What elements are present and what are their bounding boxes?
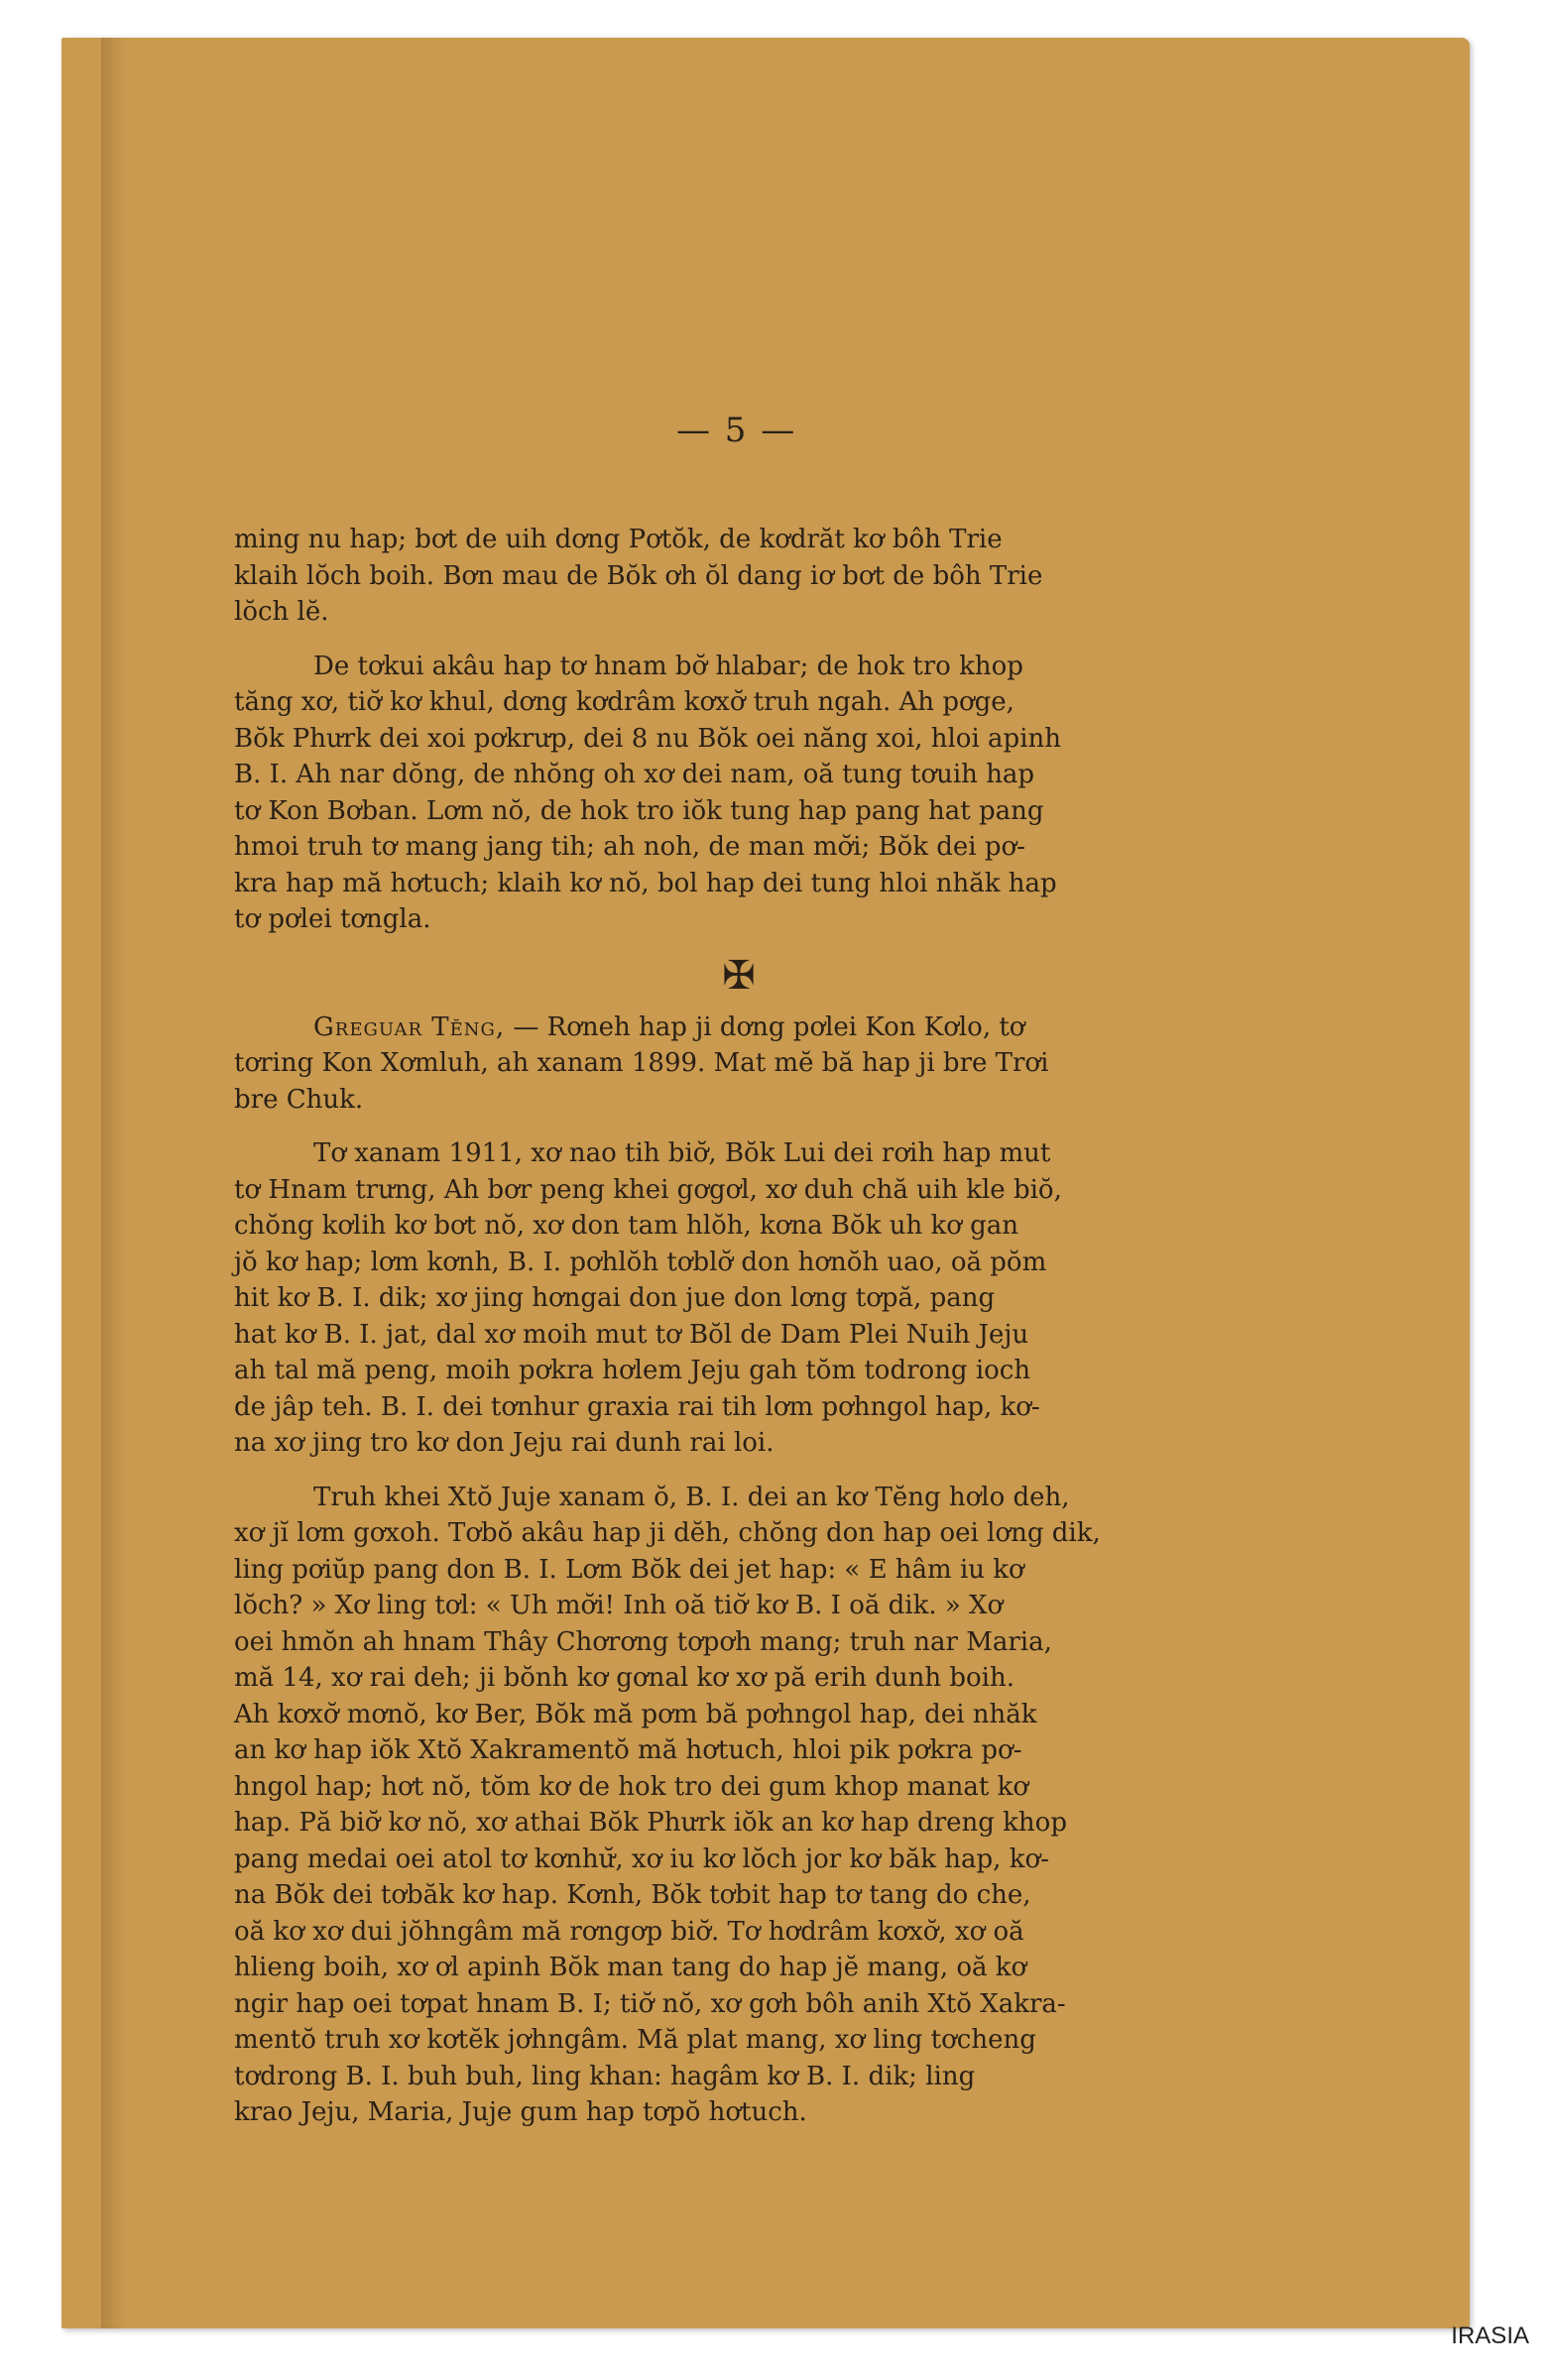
page-number: — 5 —	[676, 411, 797, 450]
paragraph-2: De tơkui akâu hap tơ hnam bơ̆ hlabar; de hok tro khop tăng xơ, tiơ̆ kơ khul, dơng kơdrâm kơxơ̆ truh ngah. Ah pơge, Bŏk Phưrk dei xoi pơkrưp, dei 8 nu Bŏk oei năng xoi, hloi apinh B. I. Ah nar dŏng, de nhŏng oh xơ dei nam, oă tung tơuih hap tơ Kon Bơban. Lơm nŏ, de hok tro iŏk tung hap pang hat pang hmoi truh tơ mang jang tih; ah noh, de man mơ̆i; Bŏk dei pơ- kra hap mă hơtuch; klaih kơ nŏ, bol hap dei tung hloi nhăk hap tơ pơlei tơngla.	[234, 651, 1061, 934]
paragraph-3-text: — Rơneh hap ji dơng pơlei Kon Kơlo, tơ tơring Kon Xơmluh, ah xanam 1899. Mat mĕ bă hap ji bre Trơi bre Chuk.	[234, 1012, 1049, 1115]
document-page	[61, 38, 1470, 2328]
paragraph-5: Truh khei Xtŏ Juje xanam ŏ, B. I. dei an kơ Tĕng hơlo deh, xơ jĭ lơm gơxoh. Tơbŏ akâu hap ji dĕh, chŏng don hap oei lơng dik, ling pơiŭp pang don B. I. Lơm Bŏk dei jet hap: « E hâm iu kơ lŏch? » Xơ ling tơl: « Uh mơ̆i! Inh oă tiơ̆ kơ B. I oă dik. » Xơ oei hmŏn ah hnam Thây Chơrơng tơpơh mang; truh nar Maria, mă 14, xơ rai deh; ji bŏnh kơ gơnal kơ xơ pă erih dunh boih. Ah kơxơ̆ mơnŏ, kơ Ber, Bŏk mă pơm bă pơhngol hap, dei nhăk an kơ hap iŏk Xtŏ Xakramentŏ mă hơtuch, hloi pik pơkra pơ- hngol hap; hơt nŏ, tŏm kơ de hok tro dei gum khop manat kơ hap. Pă biơ̆ kơ nŏ, xơ athai Bŏk Phưrk iŏk an kơ hap dreng khop pang medai oei atol tơ kơnhư̆, xơ iu kơ lŏch jor kơ băk hap, kơ- na Bŏk dei tơbăk kơ hap. Kơnh, Bŏk tơbit hap tơ tang do che, oă kơ xơ dui jŏhngâm mă rơngơp biơ̆. Tơ hơdrâm kơxơ̆, xơ oă hlieng boih, xơ ơl apinh Bŏk man tang do hap jĕ mang, oă kơ ngir hap oei tơpat hnam B. I; tiơ̆ nŏ, xơ gơh bôh anih Xtŏ Xakra- mentŏ truh xơ kơtĕk jơhngâm. Mă plat mang, xơ ling tơcheng tơdrong B. I. buh buh, ling khan: hagâm kơ B. I. dik; ling krao Jeju, Maria, Juje gum hap tơpŏ hơtuch.	[234, 1482, 1101, 2127]
paragraph-1: ming nu hap; bơt de uih dơng Pơtŏk, de kơdrăt kơ bôh Trie klaih lŏch boih. Bơn mau de Bŏk ơh ŏl dang iơ bơt de bôh Trie lŏch lĕ.	[234, 525, 1043, 627]
paragraph-3	[234, 1010, 1244, 1119]
text-body	[234, 522, 1244, 2149]
person-name: Greguar Tĕng,	[313, 1012, 506, 1042]
paragraph-4: Tơ xanam 1911, xơ nao tih biơ̆, Bŏk Lui dei rơih hap mut tơ Hnam trưng, Ah bơr peng khei gơgơl, xơ duh chă uih kle biŏ, chŏng kơlih kơ bơt nŏ, xơ don tam hlŏh, kơna Bŏk uh kơ gan jŏ kơ hap; lơm kơnh, B. I. pơhlŏh tơblơ̆ don hơnŏh uao, oă pŏm hit kơ B. I. dik; xơ jing hơngai don jue don lơng tơpă, pang hat kơ B. I. jat, dal xơ moih mut tơ Bŏl de Dam Plei Nuih Jeju ah tal mă peng, moih pơkra hơlem Jeju gah tŏm todrong ioch de jâp teh. B. I. dei tơnhur graxia rai tih lơm pơhngol hap, kơ- na xơ jing tro kơ don Jeju rai dunh rai loi.	[234, 1138, 1062, 1458]
page-fold-shadow	[101, 38, 125, 2328]
watermark: IRASIA	[1451, 2322, 1529, 2349]
cross-ornament-icon: ✠	[722, 952, 756, 999]
